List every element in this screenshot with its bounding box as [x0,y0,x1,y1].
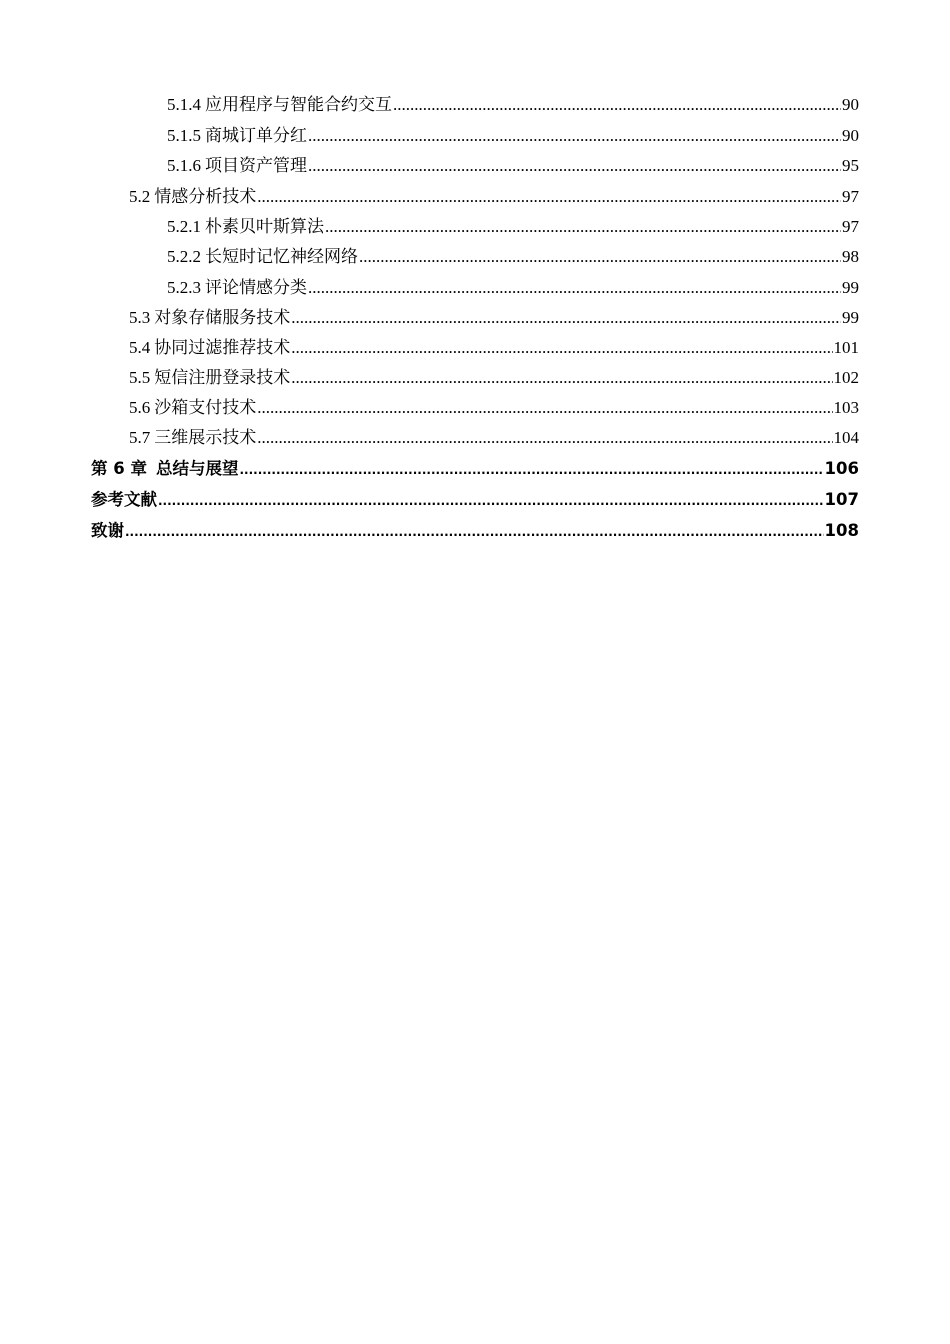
toc-entry-5-2-3[interactable] [91,273,859,304]
toc-entry-title: 长短时记忆神经网络 [205,247,358,266]
toc-entry-title: 应用程序与智能合约交互 [205,95,392,114]
toc-entry-title: 致谢 [91,521,124,540]
toc-entry-page: 97 [842,216,859,236]
table-of-contents [91,90,859,546]
toc-entry-5-1-4[interactable] [91,90,859,121]
toc-entry-page: 99 [842,277,859,297]
toc-entry-page: 107 [824,490,859,509]
toc-entry-5-2[interactable] [91,182,859,212]
toc-entry-title: 参考文献 [91,490,157,509]
toc-entry-title: 朴素贝叶斯算法 [205,216,324,236]
toc-entry-page: 102 [833,368,859,387]
toc-entry-5-7[interactable] [91,423,859,453]
toc-entry-page: 101 [833,338,859,357]
toc-entry-number: 5.2 [129,186,151,206]
toc-entry-5-2-1[interactable] [91,212,859,243]
toc-entry-title: 项目资产管理 [205,156,307,175]
toc-entry-number: 5.1.6 [167,156,201,175]
toc-entry-acknowledgements[interactable] [91,515,859,546]
toc-entry-5-1-6[interactable] [91,151,859,182]
toc-entry-number: 第 6 章 [91,459,147,478]
dot-leader [308,151,841,182]
toc-entry-5-3[interactable] [91,303,859,333]
toc-entry-title: 情感分析技术 [154,186,257,206]
toc-entry-title: 三维展示技术 [154,428,257,447]
toc-entry-5-1-5[interactable] [91,121,859,152]
toc-entry-number: 5.6 [129,398,151,417]
toc-entry-5-2-2[interactable] [91,242,859,273]
toc-entry-page: 90 [842,125,859,145]
toc-entry-page: 90 [842,95,859,114]
toc-entry-number: 5.2.2 [167,247,201,266]
toc-entry-number: 5.1.4 [167,95,201,114]
toc-entry-title: 评论情感分类 [205,277,307,297]
toc-entry-page: 95 [842,156,859,175]
dot-leader [125,517,824,548]
toc-entry-references[interactable] [91,484,859,515]
toc-entry-title: 沙箱支付技术 [154,398,257,417]
dot-leader [325,212,841,243]
dot-leader [239,455,823,486]
toc-entry-number: 5.7 [129,428,151,447]
dot-leader [158,486,824,517]
toc-entry-5-6[interactable] [91,393,859,423]
toc-entry-page: 108 [824,521,859,540]
toc-entry-page: 106 [824,459,859,478]
toc-entry-number: 5.2.3 [167,277,201,297]
toc-entry-number: 5.3 [129,308,151,327]
toc-entry-page: 104 [833,428,859,447]
toc-entry-page: 103 [833,398,859,417]
dot-leader [308,121,841,152]
dot-leader [257,393,832,423]
toc-entry-chapter-6[interactable] [91,453,859,484]
toc-entry-page: 98 [842,247,859,266]
toc-entry-title: 总结与展望 [155,459,239,478]
toc-entry-number: 5.4 [129,338,151,357]
toc-entry-title: 协同过滤推荐技术 [154,338,291,357]
toc-entry-title: 商城订单分红 [205,125,307,145]
toc-entry-title: 对象存储服务技术 [154,308,291,327]
toc-entry-5-4[interactable] [91,333,859,363]
toc-entry-page: 97 [842,186,859,206]
dot-leader [291,363,832,393]
dot-leader [359,242,841,273]
toc-entry-5-5[interactable] [91,363,859,393]
dot-leader [257,423,832,453]
toc-entry-number: 5.2.1 [167,216,201,236]
toc-entry-number: 5.1.5 [167,125,201,145]
toc-entry-number: 5.5 [129,368,151,387]
dot-leader [291,333,832,363]
dot-leader [308,273,841,304]
toc-entry-title: 短信注册登录技术 [154,368,291,387]
toc-entry-page: 99 [842,308,859,327]
dot-leader [291,303,841,333]
dot-leader [393,90,841,121]
dot-leader [257,182,841,212]
